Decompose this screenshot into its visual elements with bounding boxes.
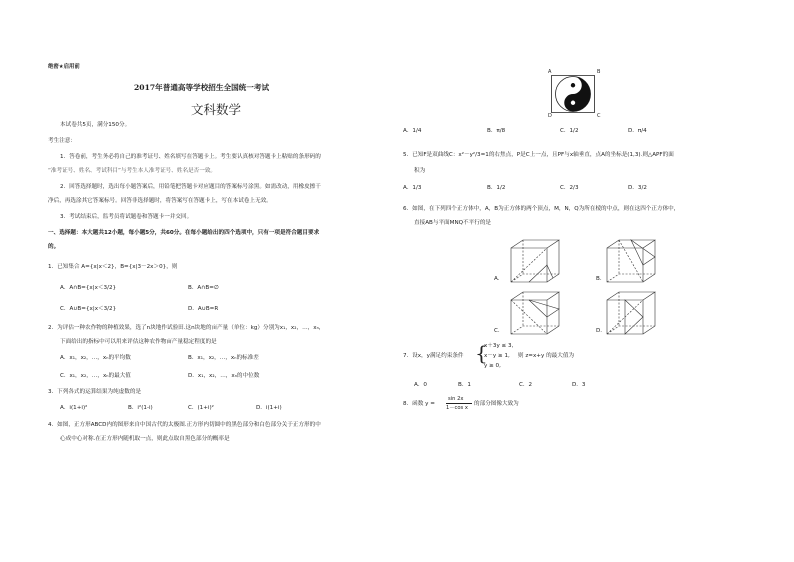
q7-option-c: C．2 (519, 382, 533, 388)
note1-line2: “准考证号、姓名、考试科目”与考生本人准考证号、姓名是否一致。 (48, 168, 217, 174)
q3-option-c: C．(1+i)² (188, 405, 214, 411)
page-info: 本试卷共5页，满分150分。 (60, 122, 131, 128)
q4-option-b: B．π/8 (487, 128, 506, 134)
q7-option-a: A．0 (414, 382, 427, 388)
secret-label: 绝密★启用前 (48, 64, 80, 70)
q4-stem-line1: 4．如图，正方形ABCD内的图形来自中国古代的太极图.正方形内切圆中的黑色部分和白色部分关于正方形的中 (48, 422, 321, 428)
cube-figure-b (605, 238, 657, 284)
q8-numerator: sin 2x (448, 396, 464, 402)
note2-line2: 净后，再选涂其它答案标号。回答非选择题时，将答案写在答题卡上，写在本试卷上无效。 (48, 198, 272, 204)
q8-denominator: 1－cos x (446, 405, 468, 411)
q2-option-a: A．x₁，x₂，…，xₙ的平均数 (60, 355, 131, 361)
q6-label-a: A. (494, 276, 500, 282)
cube-figure-d (605, 290, 657, 336)
q1-option-a: A．A∩B={x|x＜3/2} (60, 285, 117, 291)
q7-stem-prefix: 7．设x，y满足约束条件 (403, 353, 464, 359)
q6-stem-line2: 直接AB与平面MNQ不平行的是 (414, 220, 492, 226)
q4-option-a: A．1/4 (403, 128, 422, 134)
q8-stem-prefix: 8．函数 y = (403, 401, 435, 407)
q5-option-d: D．3/2 (628, 185, 647, 191)
q4-option-c: C．1/2 (560, 128, 579, 134)
q6-label-b: B. (596, 276, 602, 282)
q2-option-d: D．x₁，x₂，…，xₙ的中位数 (188, 373, 260, 379)
q6-stem-line1: 6．如图，在下列四个正方体中，A，B为正方体的两个顶点，M，N，Q为所在棱的中点，则在这四个正方体中， (403, 206, 680, 212)
q8-fraction-bar (446, 403, 472, 404)
fig4-label-a: A (548, 69, 552, 75)
q1-option-d: D．A∪B=R (188, 306, 219, 312)
q1-option-b: B．A∩B=∅ (188, 285, 219, 291)
q7-option-d: D．3 (572, 382, 586, 388)
cube-figure-c (509, 290, 561, 336)
q7-cond3: y ≥ 0, (484, 363, 501, 369)
q7-option-b: B．1 (458, 382, 471, 388)
q4-option-d: D．π/4 (628, 128, 647, 134)
note2-line1: 2．回答选择题时，选出每小题答案后，用铅笔把答题卡对应题目的答案标号涂黑。如需改动，用橡皮擦干 (60, 184, 321, 190)
q6-label-d: D. (596, 328, 603, 334)
cube-figure-a (509, 238, 561, 284)
q7-cond1: x＋3y ≤ 3, (484, 343, 514, 349)
note3: 3．考试结束后，监考员将试题卷和答题卡一并交回。 (60, 214, 193, 220)
section1-title-line2: 的。 (48, 244, 60, 250)
q5-stem-line1: 5．已知F是双曲线C：x²－y²/3=1的右焦点，P是C上一点，且PF与x轴垂直，点A的坐标是(1,3).则△APF的面 (403, 152, 674, 158)
q2-option-c: C．x₁，x₂，…，xₙ的最大值 (60, 373, 131, 379)
q4-stem-line2: 心成中心对称.在正方形内随机取一点，则此点取自黑色部分的概率是 (60, 436, 230, 442)
q5-stem-line2: 积为 (414, 168, 426, 174)
exam-title: 2017年普通高等学校招生全国统一考试 (134, 83, 270, 92)
q7-cond2: x－y ≥ 1, (484, 353, 510, 359)
q3-option-a: A．i(1+i)² (60, 405, 88, 411)
note1-line1: 1．答卷前，考生务必将自己的准考证号、姓名填写在答题卡上。考生要认真核对答题卡上粘贴的条形码的 (60, 154, 321, 160)
fig4-label-d: D (548, 113, 552, 119)
q3-stem: 3．下列各式的运算结果为纯虚数的是 (48, 389, 142, 395)
q1-option-c: C．A∪B={x|x＜3/2} (60, 306, 117, 312)
q7-brace: { (475, 341, 488, 365)
q8-stem-suffix: 的部分图像大致为 (474, 401, 519, 407)
q3-option-b: B．i²(1-i) (128, 405, 153, 411)
notes-title: 考生注意： (48, 138, 76, 144)
fig4-label-c: C (597, 113, 601, 119)
q2-option-b: B．x₁，x₂，…，xₙ的标准差 (188, 355, 259, 361)
q5-option-c: C．2/3 (560, 185, 579, 191)
section1-title-line1: 一、选择题：本大题共12小题，每小题5分，共60分。在每小题给出的四个选项中，只有一项是符合题目要求 (48, 230, 320, 236)
q5-option-b: B．1/2 (487, 185, 506, 191)
subject-title: 文科数学 (191, 102, 242, 117)
taichi-figure (551, 75, 595, 113)
q1-stem: 1．已知集合 A={x|x＜2}，B={x|3－2x＞0}，则 (48, 264, 178, 270)
q7-stem-suffix: 则 z=x+y 的最大值为 (518, 353, 575, 359)
q2-stem-line2: 下面给出的指标中可以用来评估这种农作物亩产量稳定程度的是 (60, 339, 217, 345)
q2-stem-line1: 2．为评估一种农作物的种植效果，选了n块地作试验田.这n块地的亩产量（单位：kg）分别为x₁，x₂，…，xₙ， (48, 325, 325, 331)
q6-label-c: C. (494, 328, 500, 334)
q5-option-a: A．1/3 (403, 185, 422, 191)
q3-option-d: D．i(1+i) (256, 405, 282, 411)
fig4-label-b: B (597, 69, 601, 75)
